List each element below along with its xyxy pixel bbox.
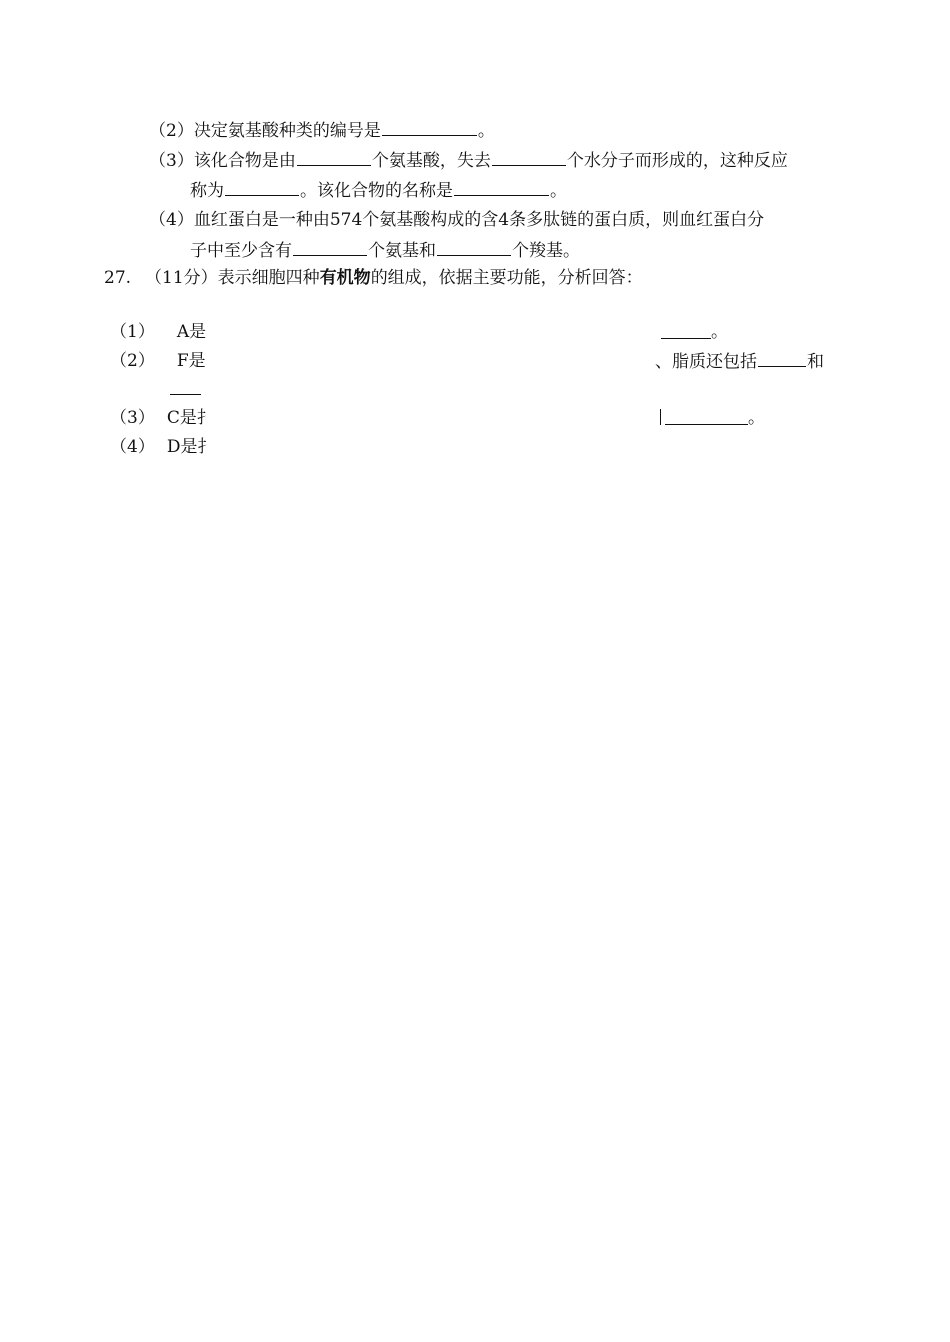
q27-sub3 [110,407,214,429]
q27-sub1-end: 。 [711,322,728,342]
q26-item4-text: （4）血红蛋白是一种由574个氨基酸构成的含4条多肽链的蛋白质，则血红蛋白分 [149,210,765,230]
q27-sub2-right [655,350,824,373]
q26-item3-text-e: 。该化合物的名称是 [300,181,453,201]
q26-item2 [149,119,495,142]
q26-item3-text-b: 个氨基酸，失去 [371,151,491,171]
q27-sub3-label: （3） [110,408,155,428]
q27-sub2-blank-1[interactable] [758,350,806,367]
q26-item4-blank-2[interactable] [437,239,511,256]
q26-item3-text-f: 。 [550,181,567,201]
q27-intro-bold: 有机物 [319,268,371,288]
q26-item3-text-c: 个水分子而形成的，这种反应 [566,151,788,171]
q26-item3-blank-4[interactable] [454,179,549,196]
q27-sub3-cut-edge [660,409,661,425]
q27-intro-a: （11分）表示细胞四种 [145,268,320,288]
q27-sub1 [110,321,206,343]
q26-item2-blank[interactable] [382,119,477,136]
q27-sub4-label: （4） [110,437,155,457]
q26-item3-text-a: （3）该化合物是由 [149,151,296,171]
q27-sub2 [110,350,206,372]
q27-intro-b: 的组成，依据主要功能，分析回答： [370,268,643,288]
q27-sub2-label: （2） [110,351,155,371]
q26-item4-text-b: 个氨基和 [368,241,436,261]
q26-item2-end: 。 [477,121,495,141]
q26-item4-line1 [149,209,764,231]
q27-sub1-text: A是 [176,322,207,342]
q26-item4-line2 [190,239,580,262]
q26-item3-line2 [190,179,567,202]
q27-sub3-end: 。 [748,408,765,428]
q27-sub2-right-a: 、脂质还包括 [655,352,757,372]
q26-item3-blank-1[interactable] [297,149,371,166]
q27-sub1-blank[interactable] [661,338,711,339]
q27-sub1-label: （1） [110,322,155,342]
q27-sub4 [110,436,214,458]
q27-sub2-text: F是 [176,351,206,371]
q26-item3-text-d: 称为 [190,181,224,201]
q26-item4-text-c: 个羧基。 [512,241,580,261]
q26-item4-text-a: 子中至少含有 [190,241,292,261]
q27-sub4-text: D是扌 [166,437,215,457]
q26-item2-text: （2）决定氨基酸种类的编号是 [149,121,381,141]
q27-number: 27. [104,268,132,288]
q27-sub2-blank-2[interactable] [170,394,201,395]
q26-item3-line1 [149,149,788,172]
q27-heading [104,267,643,289]
q27-sub2-right-b: 和 [807,352,824,372]
q26-item4-blank-1[interactable] [293,239,367,256]
q26-item3-blank-2[interactable] [492,149,566,166]
q27-sub3-text: C是扌 [166,408,214,428]
q26-item3-blank-3[interactable] [225,179,299,196]
q27-sub3-blank[interactable] [665,424,748,425]
